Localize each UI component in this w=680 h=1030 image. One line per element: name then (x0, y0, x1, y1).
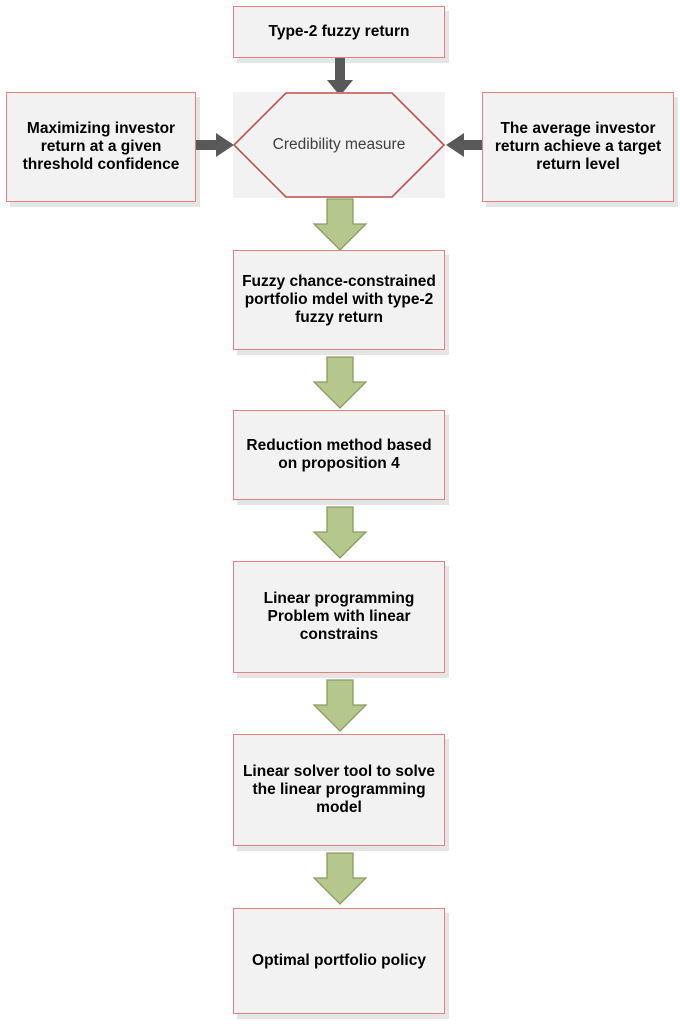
arrow-linear-problem-to-solver (310, 679, 370, 733)
arrow-fuzzy-model-to-reduction (310, 356, 370, 410)
node-label: Linear solver tool to solve the linear programming model (242, 762, 436, 817)
node-label: Linear programming Problem with linear constrains (263, 589, 415, 644)
node-linear-programming-problem (233, 561, 445, 673)
node-label: Fuzzy chance-constrained portfolio mdel with type-2 fuzzy return (242, 272, 436, 327)
arrow-average-to-credibility (444, 131, 484, 159)
node-label: Credibility measure (272, 135, 406, 153)
arrow-reduction-to-linear-problem (310, 506, 370, 560)
node-label: Maximizing investor return at a given threshold confidence (22, 119, 180, 174)
node-fuzzy-chance-constrained-model (233, 250, 445, 350)
node-label: Optimal portfolio policy (252, 951, 426, 969)
node-linear-solver-tool (233, 734, 445, 846)
node-label: Type-2 fuzzy return (268, 22, 410, 40)
node-label: Reduction method based on proposition 4 (246, 436, 432, 472)
node-average-investor-return (482, 92, 674, 202)
node-credibility-measure (233, 92, 445, 198)
arrow-solver-to-optimal (310, 852, 370, 906)
arrow-maximizing-to-credibility (196, 131, 236, 159)
node-reduction-method (233, 410, 445, 500)
node-maximizing-investor-return (6, 92, 196, 202)
arrow-credibility-to-fuzzy-model (310, 198, 370, 252)
node-optimal-portfolio-policy (233, 908, 445, 1014)
node-type2-fuzzy-return (233, 6, 445, 58)
node-label: The average investor return achieve a target return level (494, 119, 662, 174)
